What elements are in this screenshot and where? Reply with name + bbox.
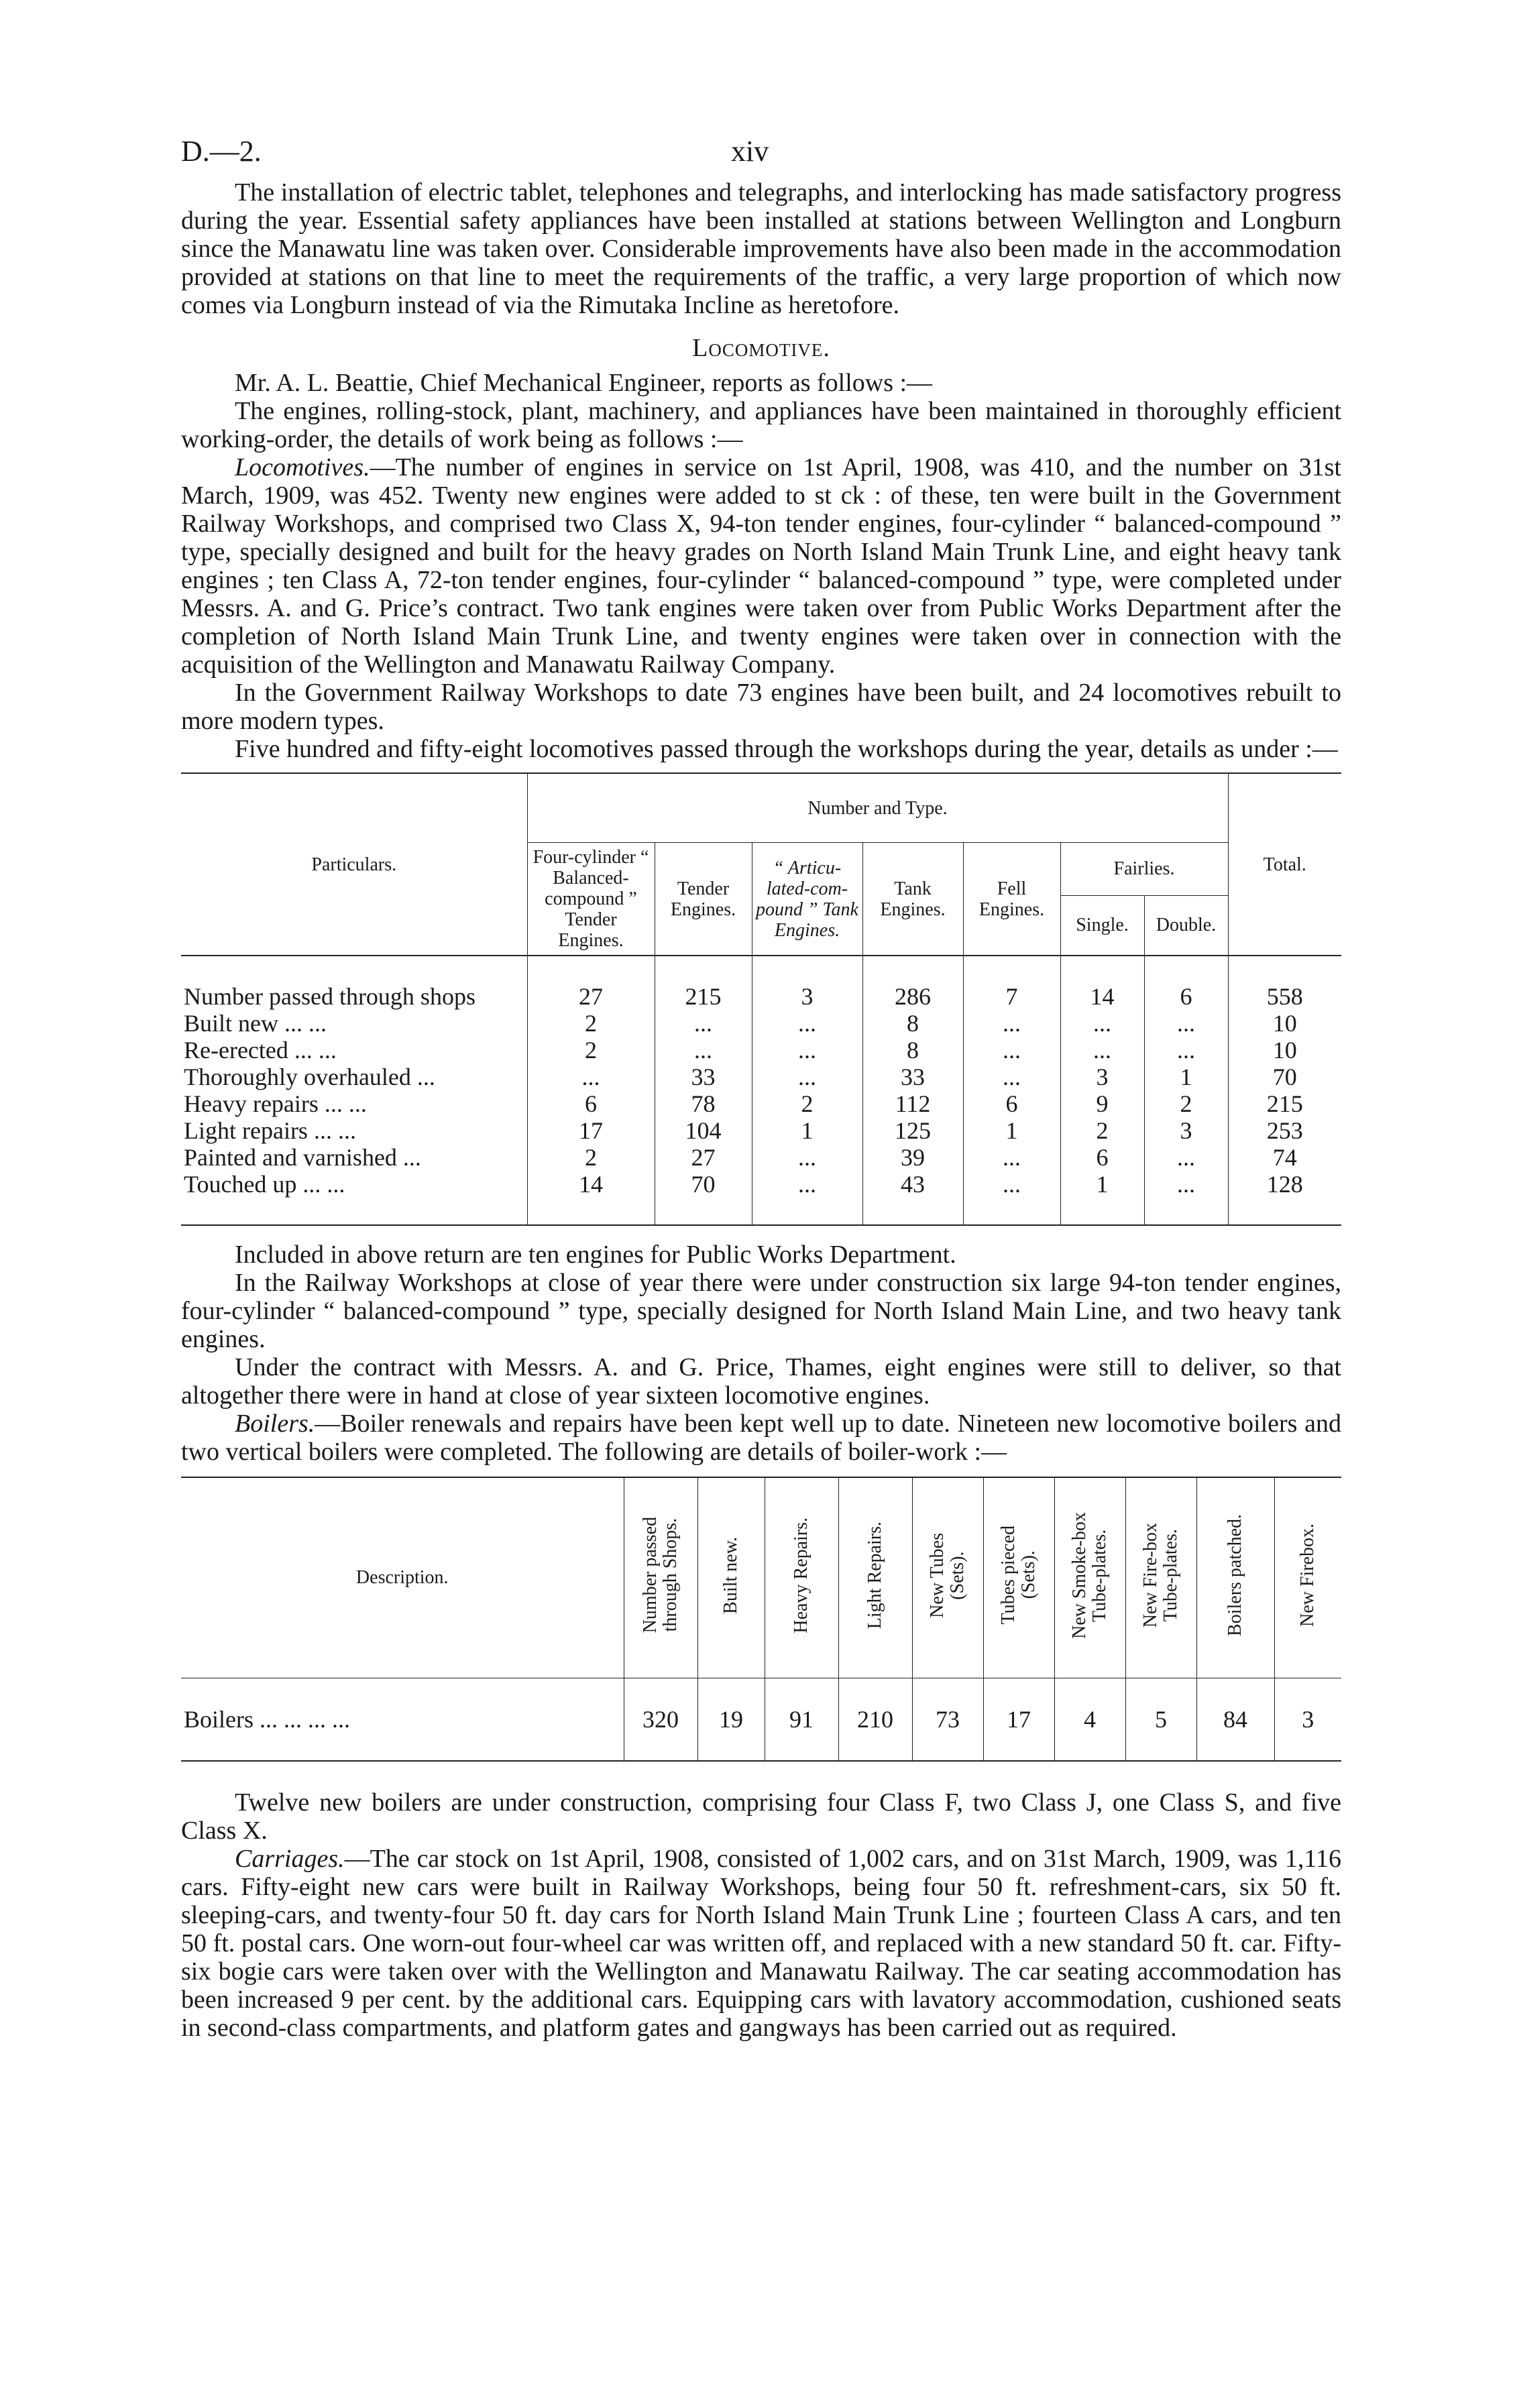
table-cell: 215 [1228,1090,1341,1117]
table-cell: 112 [862,1090,963,1117]
table-cell: 128 [1228,1171,1341,1198]
engines-paragraph: The engines, rolling-stock, plant, machinery, and appliances have been maintained in thoroughly efficient working-order, the details of work being as follows :— [181,397,1341,453]
table-cell: 6 [963,1090,1060,1117]
table-cell: 253 [1228,1117,1341,1144]
four-cylinder-header: Four-cylinder “ Balanced-compound ” Tender Engines. [527,843,655,956]
table-cell: 2 [527,1037,655,1064]
column-header: Built new. [720,1536,741,1614]
table-cell: 104 [655,1117,752,1144]
column-header: Tubes pieced (Sets). [998,1526,1039,1625]
document-page [181,114,1341,2042]
row-label: Touched up ... ... [181,1171,527,1198]
table-row [181,1090,1341,1117]
table-cell: 2 [752,1090,862,1117]
table-cell: 1 [963,1117,1060,1144]
table-row [181,1117,1341,1144]
column-header: Number passed through Shops. [640,1517,681,1633]
tender-engines-header: Tender Engines. [655,843,752,956]
table-cell: 17 [983,1678,1054,1762]
locomotive-table [181,772,1341,1226]
table-cell: ... [963,1037,1060,1064]
articulated-header: “ Articu-lated-com-pound ” Tank Engines. [752,843,862,956]
five-hundred-paragraph: Five hundred and fifty-eight locomotives passed through the workshops during the year, details as under :— [235,735,1338,763]
column-header: Heavy Repairs. [791,1517,811,1633]
boilers-text: —Boiler renewals and repairs have been kept well up to date. Nineteen new locomotive boilers and two vertical boilers were completed. The following are details of boiler-work :— [181,1410,1341,1466]
table-cell: 73 [912,1678,983,1762]
included-paragraph: Included in above return are ten engines for Public Works Department. [235,1241,956,1269]
table-cell: 6 [527,1090,655,1117]
table-row [181,1144,1341,1171]
table-cell: 6 [1060,1144,1144,1171]
table-cell: 3 [752,983,862,1010]
single-header: Single. [1060,895,1144,956]
boilers-heading: Boilers. [235,1410,315,1438]
description-header: Description. [181,1477,624,1678]
table-cell: ... [752,1037,862,1064]
row-label: Built new ... ... [181,1010,527,1037]
carriages-heading: Carriages. [235,1845,345,1873]
row-label: Light repairs ... ... [181,1117,527,1144]
table-cell: 8 [862,1010,963,1037]
row-label: Boilers ... ... ... ... [181,1678,624,1762]
workshops-paragraph: In the Government Railway Workshops to date 73 engines have been built, and 24 locomotives rebuilt to more modern types. [181,679,1341,735]
document-reference: D.—2. [181,135,262,168]
table-cell: 9 [1060,1090,1144,1117]
carriages-paragraph [181,1845,1341,2042]
column-header: New Tubes (Sets). [927,1532,968,1618]
table-cell: 6 [1144,983,1228,1010]
fairlies-header: Fairlies. [1060,843,1228,896]
table-cell: 1 [1060,1171,1144,1198]
row-label: Painted and varnished ... [181,1144,527,1171]
row-label: Thoroughly overhauled ... [181,1064,527,1090]
table-cell: 10 [1228,1037,1341,1064]
table-row [181,1678,1341,1762]
column-header: New Smoke-box Tube-plates. [1069,1511,1110,1639]
boilers-paragraph [181,1410,1341,1466]
table-cell: 10 [1228,1010,1341,1037]
table-cell: 84 [1196,1678,1274,1762]
table-cell: 17 [527,1117,655,1144]
table-cell: 1 [752,1117,862,1144]
table-row [181,1171,1341,1198]
table-row [181,983,1341,1010]
table-cell: 5 [1125,1678,1196,1762]
table-cell: 558 [1228,983,1341,1010]
table-cell: ... [963,1171,1060,1198]
table-cell: 125 [862,1117,963,1144]
table-row [181,1064,1341,1090]
table-cell: 7 [963,983,1060,1010]
page-header [181,114,1341,174]
table-cell: 2 [527,1010,655,1037]
table-cell: 3 [1274,1678,1341,1762]
tank-engines-header: Tank Engines. [862,843,963,956]
table-cell: ... [1060,1010,1144,1037]
column-header: New Firebox. [1297,1524,1319,1627]
table-cell: ... [963,1144,1060,1171]
table-cell: 74 [1228,1144,1341,1171]
table-cell: 43 [862,1171,963,1198]
locomotives-text: —The number of engines in service on 1st April, 1908, was 410, and the number on 31st March, 1909, was 452. Twenty new engines were added to st ck : of these, ten were built in the Government Railway Workshops, and comprised two Class X, 94-ton tender engines, four-cylinder “ balanced-compound ” type, specially designed and built for the heavy grades on North Island Main Trunk Line, and eight heavy tank engines ; ten Class A, 72-ton tender engines, four-cylinder “ balanced-compound ” type, were completed under Messrs. A. and G. Price’s contract. Two tank engines were taken over from Public Works Department after the completion of North Island Main Trunk Line, and twenty engines were taken over in connection with the acquisition of the Wellington and Manawatu Railway Company. [181,453,1341,679]
table-cell: 1 [1144,1064,1228,1090]
table-cell: ... [1144,1171,1228,1198]
locomotives-paragraph [181,453,1341,679]
table-cell: 2 [1060,1117,1144,1144]
table-cell: 2 [1144,1090,1228,1117]
table-cell: 33 [655,1064,752,1090]
boilers-table [181,1477,1341,1762]
table-cell: 14 [1060,983,1144,1010]
table-cell: 3 [1144,1117,1228,1144]
table-cell: 320 [624,1678,697,1762]
table-cell: 78 [655,1090,752,1117]
table-cell: ... [752,1064,862,1090]
table-cell: ... [963,1010,1060,1037]
table-cell: ... [752,1144,862,1171]
double-header: Double. [1144,895,1228,956]
column-header: Light Repairs. [864,1521,885,1629]
table-cell: ... [527,1064,655,1090]
table-cell: 19 [697,1678,765,1762]
column-header: Boilers patched. [1225,1514,1245,1636]
fell-engines-header: Fell Engines. [963,843,1060,956]
table-cell: 14 [527,1171,655,1198]
table-cell: 91 [765,1678,838,1762]
table-cell: ... [655,1010,752,1037]
table-cell: ... [655,1037,752,1064]
contract-paragraph: Under the contract with Messrs. A. and G. Price, Thames, eight engines were still to deliver, so that altogether there were in hand at close of year sixteen locomotive engines. [181,1353,1341,1410]
column-header: New Fire-box Tube-plates. [1140,1522,1181,1628]
intro-paragraph: The installation of electric tablet, telephones and telegraphs, and interlocking has made satisfactory progress during the year. Essential safety appliances have been installed at stations between Wellington and Longburn since the Manawatu line was taken over. Considerable improvements have also been made in the accommodation provided at stations on that line to meet the requirements of the traffic, a very large proportion of which now comes via Longburn instead of via the Rimutaka Incline as heretofore. [181,178,1341,319]
table-cell: ... [1144,1144,1228,1171]
table-cell: 70 [655,1171,752,1198]
carriages-text: —The car stock on 1st April, 1908, consisted of 1,002 cars, and on 31st March, 1909, was 1,116 cars. Fifty-eight new cars were built in Railway Workshops, being four 50 ft. refreshment-cars, six 50 ft. sleeping-cars, and twenty-four 50 ft. day cars for North Island Main Trunk Line ; fourteen Class A cars, and ten 50 ft. postal cars. One worn-out four-wheel car was written off, and replaced with a new standard 50 ft. car. Fifty-six bogie cars were taken over with the Wellington and Manawatu Railway. The car seating accommodation has been increased 9 per cent. by the additional cars. Equipping cars with lavatory accommodation, cushioned seats in second-class compartments, and platform gates and gangways has been carried out as required. [181,1845,1341,2042]
number-and-type-header: Number and Type. [527,773,1228,843]
table-cell: ... [752,1171,862,1198]
table-cell: ... [963,1064,1060,1090]
twelve-boilers-paragraph: Twelve new boilers are under construction, comprising four Class F, two Class J, one Class S, and five Class X. [181,1788,1341,1845]
table-cell: 70 [1228,1064,1341,1090]
table-cell: 3 [1060,1064,1144,1090]
table-cell: 39 [862,1144,963,1171]
row-label: Number passed through shops [181,983,527,1010]
table-cell: 27 [527,983,655,1010]
table-cell: 27 [655,1144,752,1171]
locomotives-heading: Locomotives. [235,453,370,481]
table-row [181,1010,1341,1037]
table-cell: 2 [527,1144,655,1171]
table-cell: 215 [655,983,752,1010]
table-cell: 8 [862,1037,963,1064]
section-title: Locomotive. [692,334,830,362]
table-cell: 286 [862,983,963,1010]
report-intro: Mr. A. L. Beattie, Chief Mechanical Engineer, reports as follows :— [235,369,933,397]
table-cell: 210 [838,1678,912,1762]
table-cell: ... [752,1010,862,1037]
table-cell: 33 [862,1064,963,1090]
row-label: Re-erected ... ... [181,1037,527,1064]
table-cell: ... [1144,1037,1228,1064]
row-label: Heavy repairs ... ... [181,1090,527,1117]
total-header: Total. [1228,773,1341,956]
page-number: xiv [731,135,769,168]
under-construction-paragraph: In the Railway Workshops at close of year there were under construction six large 94-ton tender engines, four-cylinder “ balanced-compound ” type, specially designed for North Island Main Line, and two heavy tank engines. [181,1269,1341,1353]
particulars-header: Particulars. [181,773,527,956]
table-cell: 4 [1054,1678,1125,1762]
table-cell: ... [1144,1010,1228,1037]
table-row [181,1037,1341,1064]
table-cell: ... [1060,1037,1144,1064]
